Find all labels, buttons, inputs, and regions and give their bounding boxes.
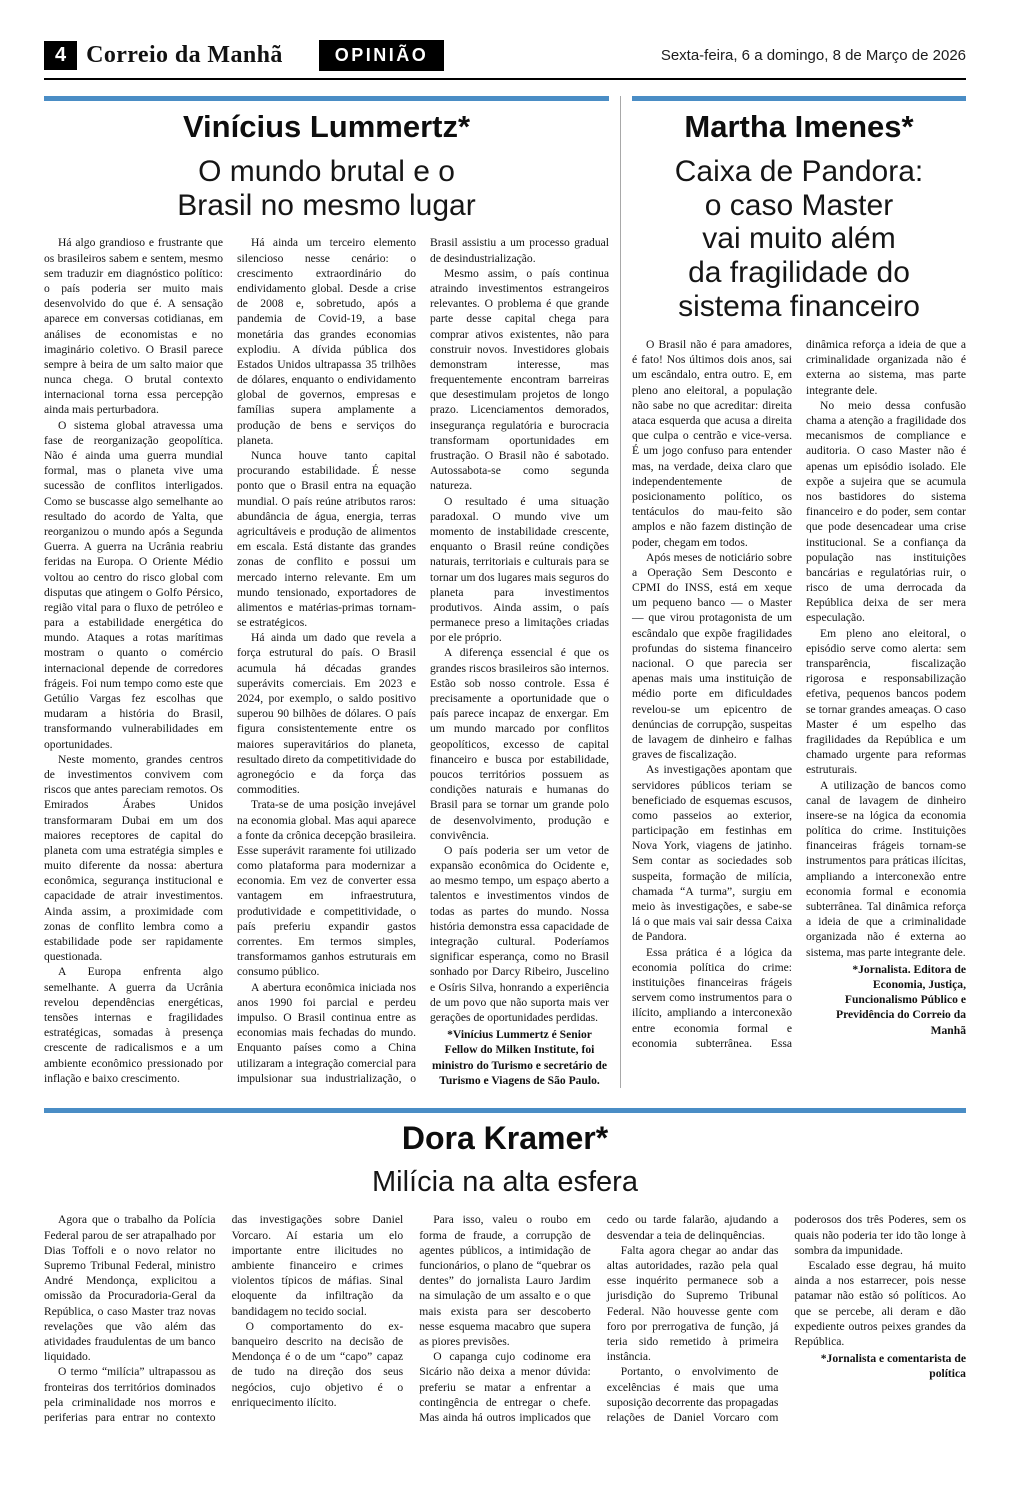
- top-articles-row: [44, 96, 966, 1088]
- article-body: [44, 1212, 966, 1425]
- page-number: 4: [44, 41, 77, 70]
- page-header: [44, 40, 966, 80]
- author-signature: *Jornalista. Editora de Economia, Justiça, Funcionalismo Público e Previdência do Correio da Manhã: [836, 962, 966, 1037]
- headline-line: o caso Master: [704, 188, 894, 222]
- article-headline: [44, 1166, 966, 1199]
- article-paragraph: As investigações apontam que servidores públicos teriam se beneficiado de esquemas escusos, como passeios ao exterior, participação em festinhas em Nova York, viagens de jatinho. Sem contar as sociedades sob suspeita, formação de milícia, chamada “A turma”, surgiu em meio às investigações, e sabe-se lá o que mais vai sair dessa Caixa de Pandora.: [632, 763, 792, 944]
- headline-line: Milícia na alta esfera: [372, 1165, 638, 1198]
- article-headline: [632, 155, 966, 324]
- accent-rule: [632, 96, 966, 101]
- article-paragraph: Falta agora chegar ao andar das altas autoridades, razão pela qual esse inquérito permanece sob a jurisdição do Supremo Tribunal Federal. Não houvesse gente com foro por prerrogativa de função, já teria sido remetido à primeira instância.: [606, 1243, 779, 1364]
- author-name: Vinícius Lummertz*: [182, 109, 471, 144]
- accent-rule: [44, 96, 609, 101]
- article-lummertz: [44, 96, 609, 1088]
- article-paragraph: Em pleno ano eleitoral, o episódio serve como alerta: sem transparência, fiscalização rigorosa e responsabilização efetiva, pequenos bancos podem se tornar grandes ameaças. O caso Master é um espelho das fragilidades da República e um chamado urgente para reformas estruturais.: [806, 626, 966, 777]
- article-body: [632, 337, 966, 1051]
- article-paragraph: Neste momento, grandes centros de investimentos convivem com riscos que antes pareciam remotos. Os Emirados Árabes Unidos transformaram Dubai em um dos maiores receptores de capital do planeta com uma estratégia simples e muito diferente da nossa: abertura econômica, segurança institucional e capacidade de atrair investimentos. Ainda assim, a proximidade com zonas de conflito lembra como a estabilidade pode ser rapidamente questionada.: [44, 752, 223, 964]
- author-signature: *Vinícius Lummertz é Senior Fellow do Milken Institute, foi ministro do Turismo e secretário de Turismo e Viagens de São Paulo.: [431, 1028, 608, 1087]
- article-paragraph: O comportamento do ex-banqueiro descrito na decisão de Mendonça é o de um “capo” capaz de tudo na direção dos seus negócios, cujo objetivo é o enriquecimento ilícito.: [231, 1319, 404, 1409]
- author-signature: *Jornalista e comentarista de política: [820, 1352, 966, 1381]
- article-paragraph: A Europa enfrenta algo semelhante. A guerra da Ucrânia revelou dependências energéticas, tensões internas e fragilidades estratégicas, somadas à presença crescente de radicalismos e a um ambiente econômico pressionado por inflação e baixo crescimento.: [44, 965, 223, 1085]
- headline-line: da fragilidade do: [688, 256, 910, 290]
- article-paragraph: Há algo grandioso e frustrante que os brasileiros sabem e sentem, mesmo sem traduzir em diagnóstico político: o país poderia ser muito mais desenvolvido do que é. A sensação aparece em conversas cotidianas, em análises de economistas e no imaginário coletivo. O Brasil parece sempre à beira de um salto maior que nunca chega. O brutal contexto internacional torna essa percepção ainda mais perturbadora.: [44, 236, 223, 417]
- article-paragraph: A abertura econômica iniciada nos anos 1990 foi parcial e perdeu impulso. O Brasil continua entre as economias mais fechadas do mundo. Enquanto países como a China utilizaram a integração comercial para impulsionar sua industrialização, o Brasil assistiu a um processo gradual de desindustrialização.: [237, 236, 609, 1085]
- accent-rule: [44, 1108, 966, 1113]
- article-paragraph: Portanto, o envolvimento de excelências é mais que uma suposição decorrente das propagadas relações de Daniel Vorcaro com poderosos dos três Poderes, sem os quais não poderia ter ido tão longe à sombra da impunidade.: [606, 1213, 966, 1424]
- article-paragraph: Agora que o trabalho da Polícia Federal parou de ser atrapalhado por Dias Toffoli e o novo relator no Supremo Tribunal Federal, ministro André Mendonça, explicitou a omissão da Procuradoria-Geral da República, o caso Master traz novas revelações que vão além das atividades fraudulentas de um banco liquidado.: [44, 1213, 216, 1364]
- headline-line: sistema financeiro: [678, 290, 920, 324]
- article-paragraph: O capanga cujo codinome era Sicário não deixa a menor dúvida: preferiu se matar a enfrentar a contingência de entregar o chefe. Mas ainda há outros implicados que cedo ou tarde falarão, ajudando a desvendar a teia de delinquências.: [419, 1213, 779, 1424]
- article-paragraph: O termo “milícia” ultrapassou as fronteiras dos territórios dominados pela criminalidade nos morros e periferias para entrar no contexto das investigações sobre Daniel Vorcaro. Aí estaria um elo importante entre ilicitudes no ambiente financeiro e crimes violentos típicos de máfias. Sinal eloquente da infiltração da bandidagem no tecido social.: [44, 1213, 404, 1424]
- article-paragraph: O sistema global atravessa uma fase de reorganização geopolítica. Não é ainda uma guerra mundial formal, mas o planeta vive uma sucessão de conflitos interligados. Como se buscasse algo semelhante ao resultado do acordo de Yalta, que reorganizou o mundo após a Segunda Guerra. A guerra na Ucrânia reabriu feridas na Europa. O Oriente Médio voltou ao centro do risco global com disputas que atingem o Golfo Pérsico, região vital para o fluxo de petróleo e para a estabilidade energética do mundo. Ataques a rotas marítimas mostram o quanto o comércio internacional depende de corredores frágeis. Foi num tempo como este que Getúlio Vargas fez escolhas que mudaram a história do Brasil, transformando vulnerabilidades em oportunidades.: [44, 418, 223, 751]
- article-paragraph: Escalado esse degrau, há muito ainda a nos estarrecer, pois nesse patamar não estão só políticos. Ao que se percebe, ali deram e dão expediente outros peixes grandes da República.: [794, 1259, 966, 1348]
- article-paragraph: Nunca houve tanto capital procurando estabilidade. É nesse ponto que o Brasil entra na equação mundial. O país reúne atributos raros: abundância de água, energia, terras agricultáveis e produção de alimentos em escala. Está distante das grandes zonas de conflito e possui um mercado interno relevante. Em um mundo tensionado, exportadores de alimentos e matérias-primas tornam-se estratégicos.: [237, 449, 416, 630]
- article-paragraph: Essa prática é a lógica da economia política do crime: instituições financeiras frágeis servem como instrumentos para o ilícito, ampliando a interconexão entre economia formal e economia subterrânea. Essa dinâmica reforça a ideia de que a criminalidade organizada não é externa ao sistema, mas parte integrante dele.: [632, 338, 966, 1050]
- article-paragraph: Após meses de noticiário sobre a Operação Sem Desconto e CPMI do INSS, está em xeque um pequeno banco — o Master — que virou protagonista de um escândalo que expõe fragilidades profundas do sistema financeiro nacional. O que parecia ser apenas mais uma instituição de médio porte em dificuldades revelou-se um epicentro de denúncias de corrupção, suspeitas de lavagem de dinheiro e falhas graves de fiscalização.: [632, 550, 792, 762]
- author-name: Dora Kramer*: [401, 1119, 609, 1156]
- headline-line: vai muito além: [702, 222, 896, 256]
- article-paragraph: Há ainda um terceiro elemento silencioso nesse cenário: o crescimento extraordinário do endividamento global. Desde a crise de 2008 e, sobretudo, após a pandemia de Covid-19, a base monetária das grandes economias explodiu. A dívida pública dos Estados Unidos ultrapassa 35 trilhões de dólares, enquanto o endividamento global de governos, empresas e famílias supera amplamente a produção de bens e serviços do planeta.: [237, 236, 416, 447]
- section-badge: OPINIÃO: [319, 40, 445, 71]
- masthead-title: Correio da Manhã: [86, 42, 283, 68]
- article-paragraph: Para isso, valeu o roubo em forma de fraude, a corrupção de agentes públicos, a intimidação de funcionários, o plano de “quebrar os dentes” do jornalista Lauro Jardim na simulação de um assalto e o que mais exista para ser descoberto nesse esquema macabro que supera as piores previsões.: [419, 1213, 591, 1348]
- article-paragraph: Trata-se de uma posição invejável na economia global. Mas aqui aparece a fonte da crônica decepção brasileira. Esse superávit raramente foi utilizado como plataforma para modernizar a economia. Em vez de converter essa vantagem em infraestrutura, produtividade e competitividade, o país preferiu expandir gastos correntes. Em termos simples, transformamos ganhos estruturais em consumo público.: [237, 798, 416, 979]
- author-name: Martha Imenes*: [684, 109, 914, 144]
- article-paragraph: Mesmo assim, o país continua atraindo investimentos estrangeiros relevantes. O problema é que grande parte desse capital chega para comprar ativos existentes, não para construir novos. Investidores globais demonstram interesse, mas frequentemente encontram barreiras que desestimulam projetos de longo prazo. Licenciamentos demorados, insegurança regulatória e burocracia transformam oportunidades em frustração. O Brasil não é sabotado. Autossabota-se como segunda natureza.: [430, 266, 609, 493]
- article-paragraph: O resultado é uma situação paradoxal. O mundo vive um momento de instabilidade crescente, enquanto o Brasil reúne condições naturais, territoriais e culturais para se tornar um dos lugares mais seguros do planeta para investimentos produtivos. Ainda assim, o país permanece preso a limitações criadas por ele próprio.: [430, 494, 609, 645]
- article-headline: [137, 155, 517, 223]
- article-imenes: [632, 96, 966, 1088]
- article-paragraph: A diferença essencial é que os grandes riscos brasileiros são internos. Estão sob nosso controle. Essa é precisamente a oportunidade que o país parece incapaz de enxergar. Em um mundo marcado por conflitos geopolíticos, excesso de capital financeiro e busca por estabilidade, poucos territórios possuem as condições naturais e humanas do Brasil para se tornar um grande polo de desenvolvimento, produção e convivência.: [430, 646, 609, 842]
- article-paragraph: A utilização de bancos como canal de lavagem de dinheiro insere-se na lógica da economia política do crime. Instituições financeiras frágeis tornam-se instrumentos para práticas ilícitas, ampliando a interconexão entre economia formal e economia subterrânea. Tal dinâmica reforça a ideia de que a criminalidade organizada não é externa ao sistema, mas parte integrante dele.: [806, 778, 966, 959]
- headline-line: Brasil no mesmo lugar: [177, 188, 476, 222]
- headline-line: O mundo brutal e o: [198, 154, 455, 188]
- article-paragraph: Há ainda um dado que revela a força estrutural do país. O Brasil acumula há décadas grandes superávits comerciais. Em 2023 e 2024, por exemplo, o saldo positivo superou 90 bilhões de dólares. O país figura consistentemente entre os maiores superavitários do planeta, resultado direto da competitividade do agronegócio e da força das commodities.: [237, 631, 416, 797]
- article-body: [44, 235, 609, 1088]
- edition-date: Sexta-feira, 6 a domingo, 8 de Março de 2026: [660, 47, 966, 64]
- headline-line: Caixa de Pandora:: [674, 154, 924, 188]
- column-divider: [620, 96, 621, 1088]
- article-paragraph: No meio dessa confusão chama a atenção a fragilidade dos mecanismos de compliance e auditoria. O caso Master não é apenas um episódio isolado. Ele expõe a sujeira que se acumula nos bastidores do sistema financeiro e do poder, sem contar que pode desencadear uma crise institucional. Se a confiança da população nas instituições bancárias e regulatórias ruir, o risco de uma derrocada da República deixa de ser mera especulação.: [806, 398, 966, 625]
- article-kramer: [44, 1108, 966, 1425]
- article-paragraph: O Brasil não é para amadores, é fato! Nos últimos dois anos, sai um escândalo, entra outro. E, em pleno ano eleitoral, a população não sabe no que acreditar: direita ataca esquerda que acusa a direita que culpa o centrão e vice-versa. É um jogo confuso para entender mas, na verdade, deixa claro que independentemente de posicionamento político, os tentáculos do mau-feito são amplos e não fazem distinção de poder, chegam em todos.: [632, 338, 792, 549]
- article-paragraph: O país poderia ser um vetor de expansão econômica do Ocidente e, ao mesmo tempo, um espaço aberto a talentos e investimentos vindos de todas as partes do mundo. Nossa história demonstra essa capacidade de integração cultural. Poderíamos significar esperança, como no Brasil sonhado por Darcy Ribeiro, Juscelino e Osíris Silva, honrando a experiência de um povo que não suporta mais ver gerações de oportunidades perdidas.: [430, 843, 609, 1024]
